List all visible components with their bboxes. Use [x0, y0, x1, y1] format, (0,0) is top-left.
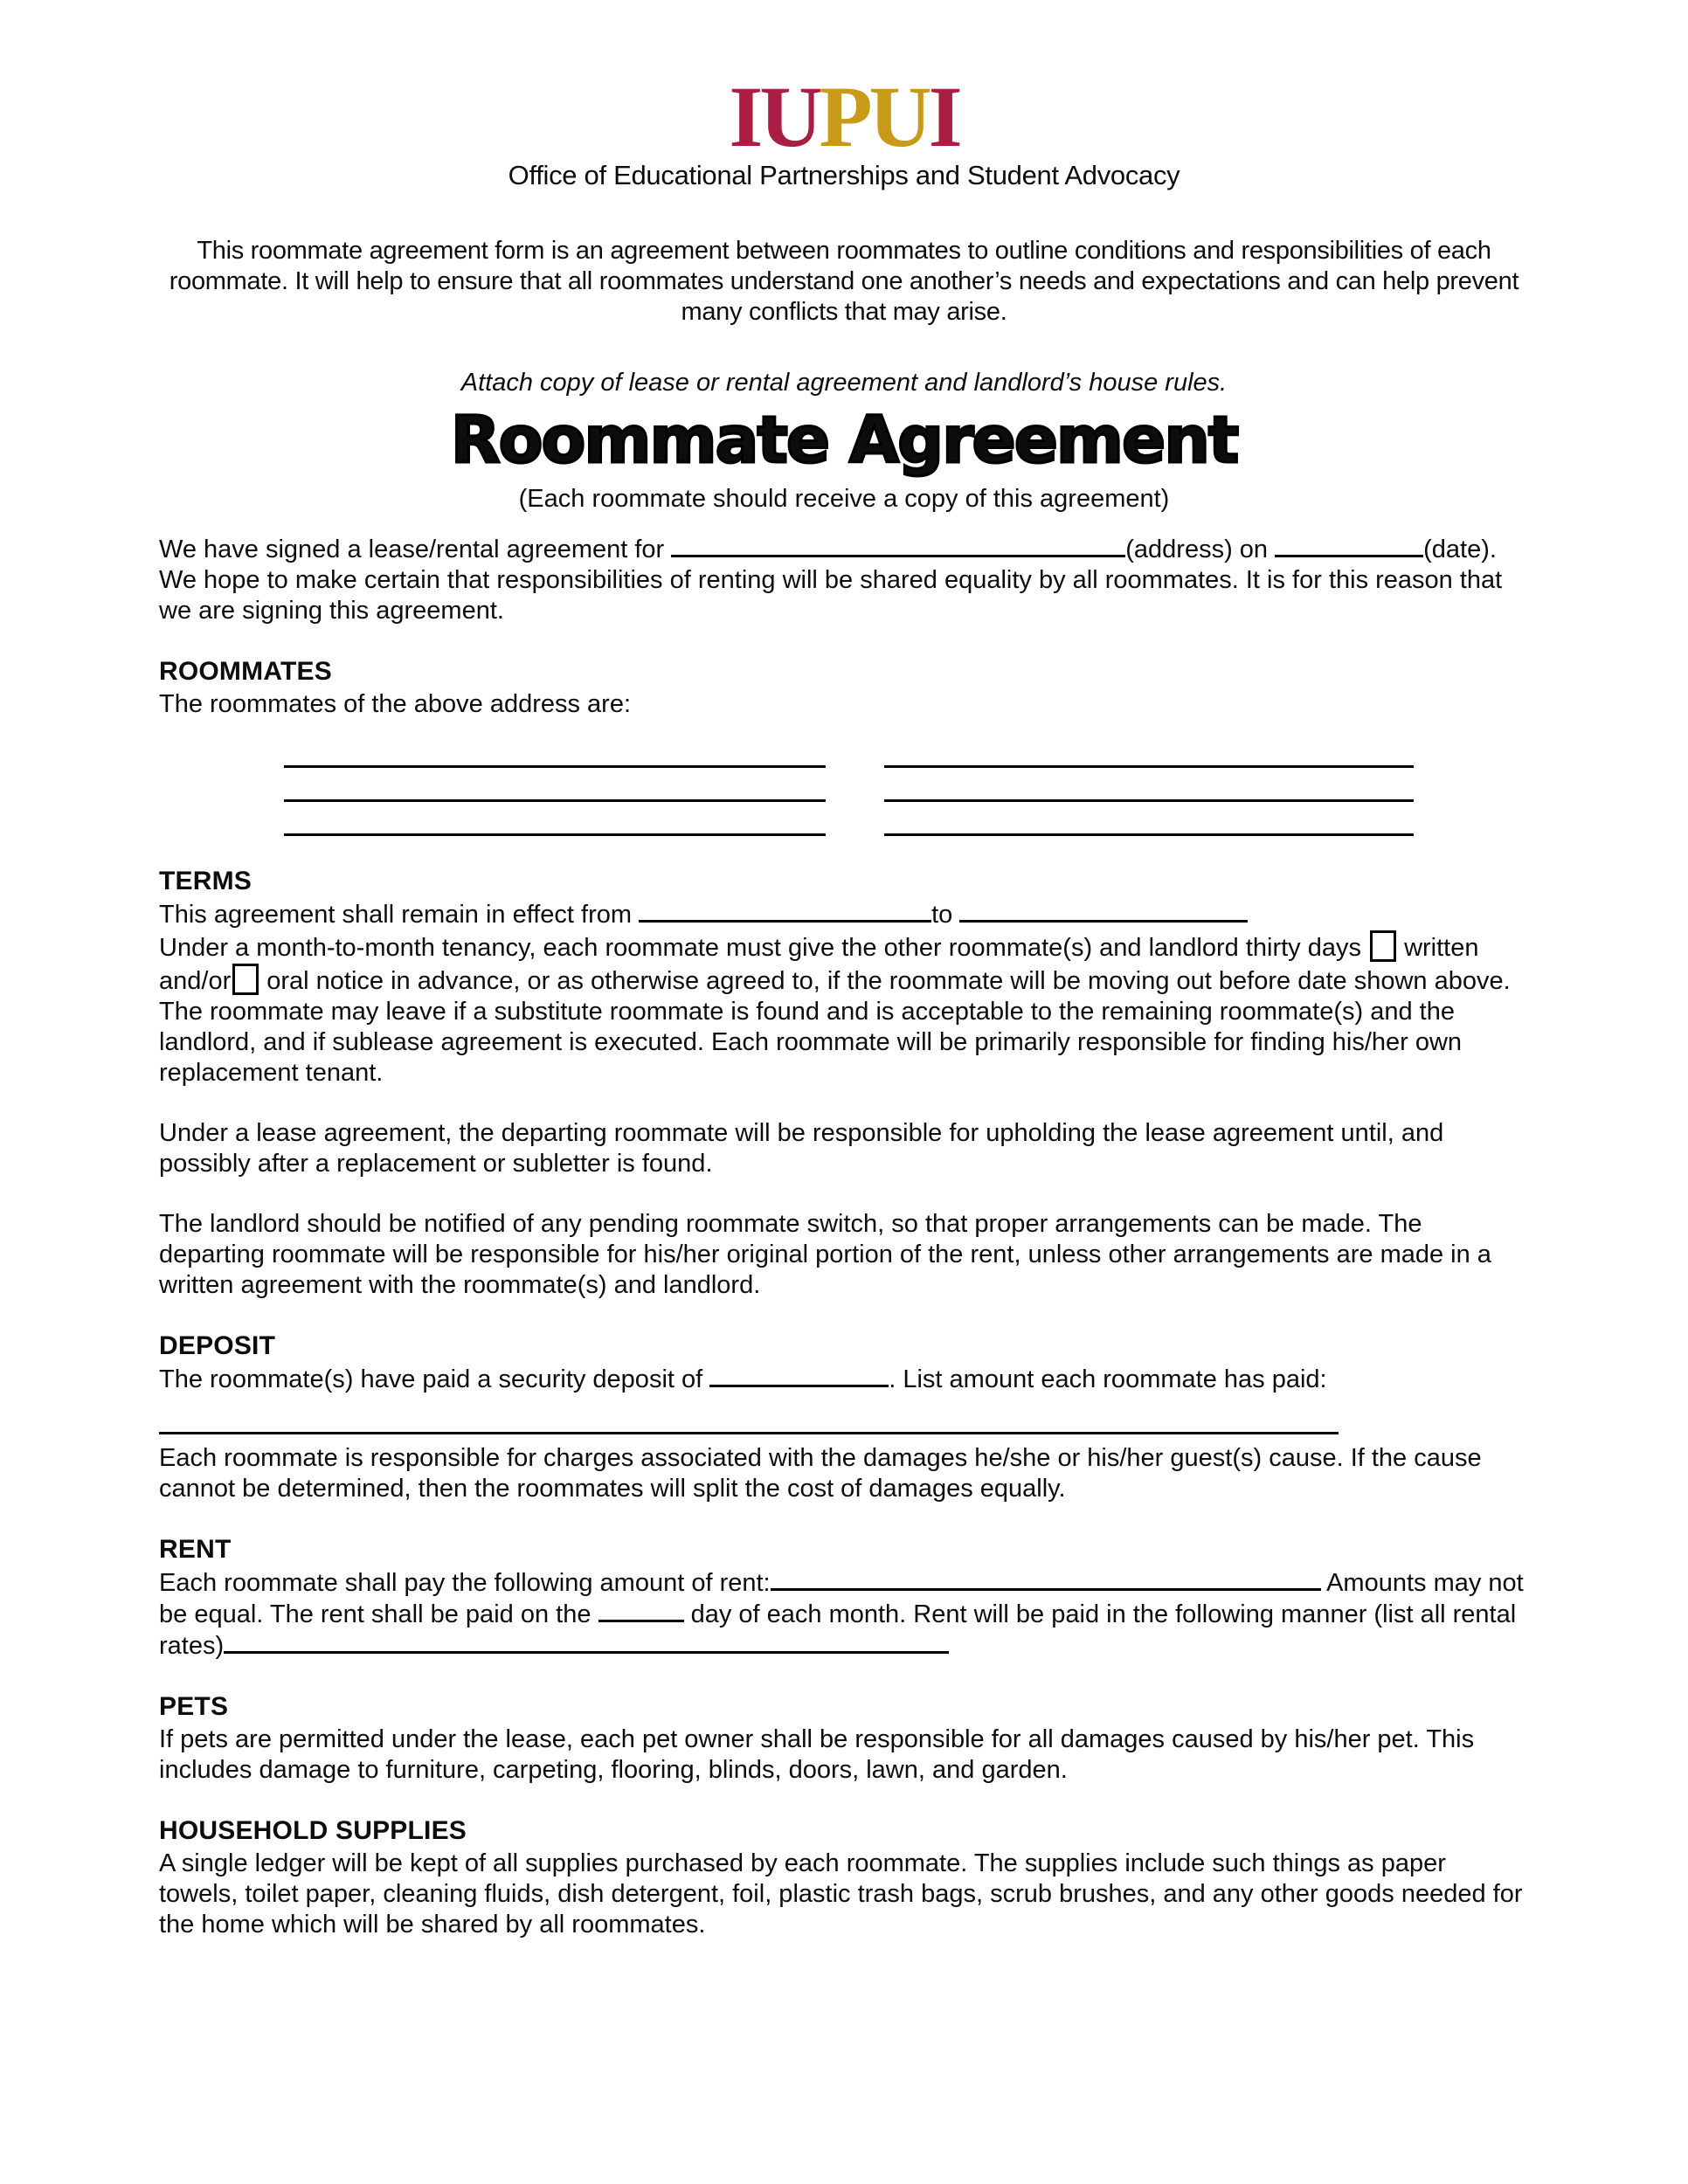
- rent-manner-text: day of each month. Rent will be paid in the following manner (list all rental rates): [159, 1600, 1517, 1660]
- date-label: (date).: [1423, 536, 1497, 563]
- term-start-date-blank-line[interactable]: [639, 899, 931, 923]
- page-title: Roommate Agreement: [450, 403, 1238, 478]
- terms-paragraph-3: The landlord should be notified of any pending roommate switch, so that proper arrangements can be made. The departing roommate will be responsible for his/her original portion of the rent, unless other arrangements are made in a written agreement with the roommate(s) and landlord.: [159, 1210, 1491, 1299]
- deposit-amount-line: [159, 1364, 1529, 1395]
- pets-paragraph: If pets are permitted under the lease, each pet owner shall be responsible for all damages caused by his/her pet. This includes damage to furniture, carpeting, flooring, blinds, doors, lawn, and garden.: [159, 1725, 1475, 1784]
- roommate-name-blank-line[interactable]: [284, 734, 826, 768]
- deposit-amount-blank-line[interactable]: [709, 1364, 889, 1387]
- deposit-heading: DEPOSIT: [159, 1331, 276, 1360]
- written-notice-checkbox[interactable]: [1370, 930, 1396, 962]
- page-subtitle: (Each roommate should receive a copy of this agreement): [518, 485, 1170, 513]
- household-supplies-paragraph: A single ledger will be kept of all supplies purchased by each roommate. The supplies include such things as paper towels, toilet paper, cleaning fluids, dish detergent, foil, plastic trash bags, scrub brushes, and any other goods needed for the home which will be shared by all roommates.: [159, 1849, 1523, 1939]
- roommate-row: [159, 802, 1529, 836]
- opening-text-rest: We hope to make certain that responsibilities of renting will be shared equality by all roommates. It is for this reason that we are signing this agreement.: [159, 566, 1503, 625]
- logo-segment-i: I: [928, 68, 959, 165]
- deposit-list-blank-line[interactable]: [159, 1395, 1339, 1434]
- terms-paragraph-2: Under a lease agreement, the departing roommate will be responsible for upholding the lease agreement until, and possibly after a replacement or subletter is found.: [159, 1119, 1444, 1178]
- deposit-text-before: The roommate(s) have paid a security deposit of: [159, 1365, 710, 1393]
- iupui-logo: [0, 68, 1688, 165]
- intro-paragraph: This roommate agreement form is an agreement between roommates to outline conditions and responsibilities of each roommate. It will help to ensure that all roommates understand one another’s needs and expectations and can help prevent many conflicts that may arise.: [169, 237, 1519, 326]
- roommate-name-blank-line[interactable]: [884, 802, 1414, 836]
- rent-amount-text: Each roommate shall pay the following amount of rent:: [159, 1569, 771, 1597]
- opening-paragraph: [159, 534, 1529, 626]
- terms-notice-paragraph: [159, 930, 1529, 1089]
- roommate-name-blank-line[interactable]: [884, 734, 1414, 768]
- logo-segment-iu: IU: [729, 68, 820, 165]
- roommate-row: [159, 734, 1529, 768]
- address-label: (address) on: [1125, 536, 1276, 563]
- roommate-row: [159, 768, 1529, 802]
- roommates-heading: ROOMMATES: [159, 657, 332, 686]
- rent-amount-blank-line[interactable]: [771, 1567, 1321, 1591]
- deposit-paragraph: Each roommate is responsible for charges associated with the damages he/she or his/her guest(s) cause. If the cause cannot be determined, then the roommates will split the cost of damages equally.: [159, 1444, 1482, 1503]
- household-supplies-heading: HOUSEHOLD SUPPLIES: [159, 1816, 467, 1845]
- roommate-name-lines: [159, 734, 1529, 836]
- deposit-text-after: . List amount each roommate has paid:: [889, 1365, 1327, 1393]
- terms-heading: TERMS: [159, 867, 252, 895]
- rent-paragraph: [159, 1567, 1529, 1662]
- opening-text-before-address: We have signed a lease/rental agreement for: [159, 536, 672, 563]
- oral-notice-checkbox[interactable]: [232, 964, 259, 995]
- roommate-name-blank-line[interactable]: [884, 768, 1414, 802]
- terms-notice-after: oral notice in advance, or as otherwise agreed to, if the roommate will be moving out before date shown above. The roommate may leave if a substitute roommate is found and is acceptable to the remaining roommate(s) and the landlord, and if sublease agreement is executed. Each roommate will be primarily responsible for finding his/her own replacement tenant.: [159, 967, 1511, 1087]
- date-blank-line[interactable]: [1275, 534, 1423, 557]
- terms-effect-line: [159, 899, 1529, 930]
- terms-effect-text: This agreement shall remain in effect from: [159, 901, 640, 929]
- address-blank-line[interactable]: [671, 534, 1125, 557]
- roommate-name-blank-line[interactable]: [284, 802, 826, 836]
- term-end-date-blank-line[interactable]: [959, 899, 1248, 923]
- terms-notice-before: Under a month-to-month tenancy, each roommate must give the other roommate(s) and landlord thirty days: [159, 934, 1369, 962]
- rent-day-text-before: Amounts may not be equal. The rent shall be paid on the: [159, 1569, 1524, 1628]
- roommate-name-blank-line[interactable]: [284, 768, 826, 802]
- written-notice-label: written and/or: [159, 934, 1479, 995]
- rent-day-blank-line[interactable]: [598, 1599, 684, 1622]
- rent-manner-blank-line[interactable]: [224, 1630, 949, 1654]
- rent-heading: RENT: [159, 1535, 232, 1564]
- pets-heading: PETS: [159, 1692, 229, 1721]
- office-subtitle: Office of Educational Partnerships and Student Advocacy: [508, 160, 1180, 190]
- logo-segment-pu: PU: [819, 68, 929, 165]
- attach-note: Attach copy of lease or rental agreement and landlord’s house rules.: [460, 369, 1228, 397]
- roommates-intro: The roommates of the above address are:: [159, 690, 632, 718]
- terms-effect-to: to: [931, 901, 960, 929]
